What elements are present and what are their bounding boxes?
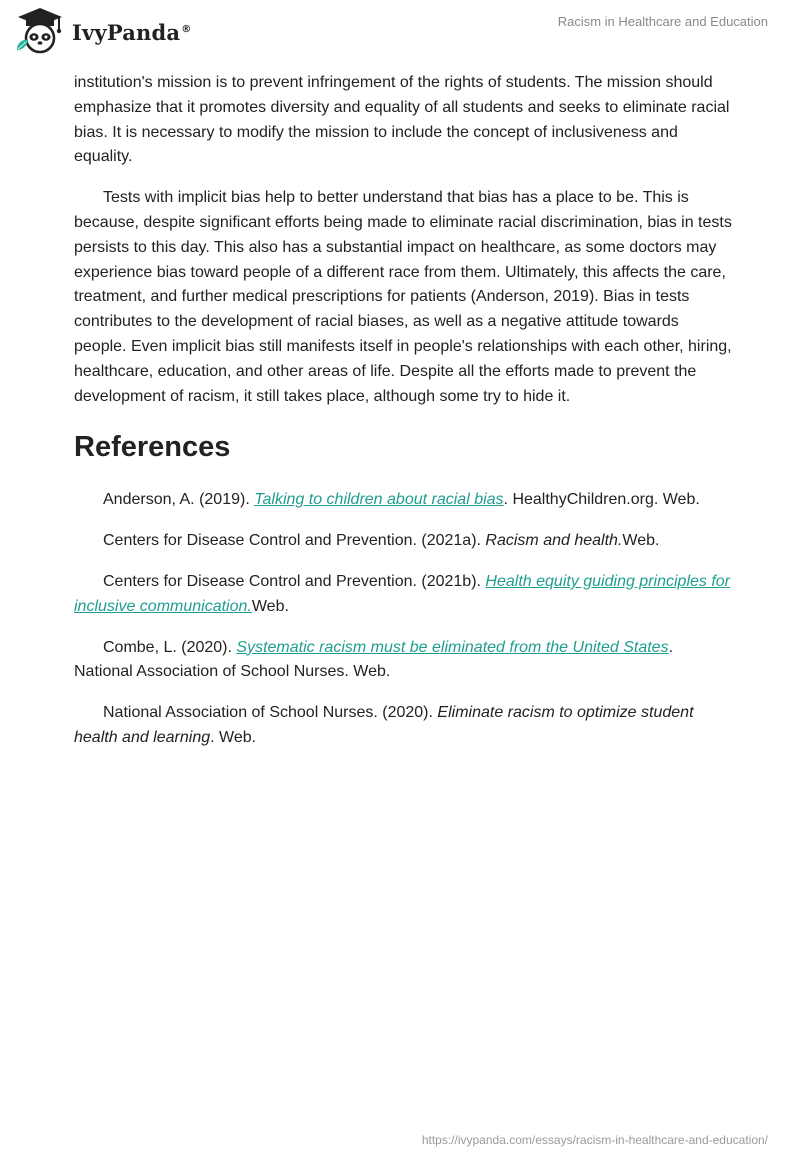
document-title: Racism in Healthcare and Education xyxy=(557,14,768,29)
brand-name: IvyPanda® xyxy=(72,19,192,45)
body-paragraph-2: Tests with implicit bias help to better understand that bias has a place to be. This is because, despite significant efforts being made to eliminate racial discrimination, bias in tests persists to this day. This also has a substantial impact on healthcare, as some doctors may experience bias toward people of a different race from them. Ultimately, this affects the care, treatment, and further medical prescriptions for patients (Anderson, 2019). Bias in tests contributes to the development of racial biases, as well as a negative attitude towards people. Even implicit bias still manifests itself in people's relationships with each other, hiring, healthcare, education, and other areas of life. Despite all the efforts made to prevent the development of racism, it still takes place, although some try to hide it. xyxy=(74,189,732,405)
essay-content xyxy=(74,71,734,767)
reference-3-link[interactable]: Health equity guiding principles for inclusive communication. xyxy=(74,572,731,615)
reference-3: Centers for Disease Control and Prevention. (2021b). Health equity guiding principles for inclusive communication.Web. xyxy=(74,572,731,615)
reference-5: National Association of School Nurses. (2020). Eliminate racism to optimize student health and learning. Web. xyxy=(74,704,694,746)
reference-1: Anderson, A. (2019). Talking to children about racial bias. HealthyChildren.org. Web. xyxy=(103,491,700,509)
reference-1-link[interactable]: Talking to children about racial bias xyxy=(254,491,504,509)
reference-4: Combe, L. (2020). Systematic racism must be eliminated from the United States. National Association of School Nurses. Web. xyxy=(74,638,674,681)
ivypanda-logo[interactable] xyxy=(14,6,191,54)
panda-logo-icon xyxy=(14,6,66,54)
reference-2-title: Racism and health. xyxy=(485,532,623,550)
reference-4-link[interactable]: Systematic racism must be eliminated from the United States xyxy=(236,638,669,656)
footer-url[interactable]: https://ivypanda.com/essays/racism-in-healthcare-and-education/ xyxy=(421,1133,768,1147)
body-paragraph-1: institution's mission is to prevent infringement of the rights of students. The mission should emphasize that it promotes diversity and equality of all students and seeks to eliminate racial bias. It is necessary to modify the mission to include the concept of inclusiveness and equality. xyxy=(74,74,730,166)
reference-5-title: Eliminate racism to optimize student health and learning xyxy=(74,704,694,746)
reference-2: Centers for Disease Control and Prevention. (2021a). Racism and health.Web. xyxy=(103,532,660,550)
page-header xyxy=(0,0,800,64)
references-heading: References xyxy=(74,431,231,464)
